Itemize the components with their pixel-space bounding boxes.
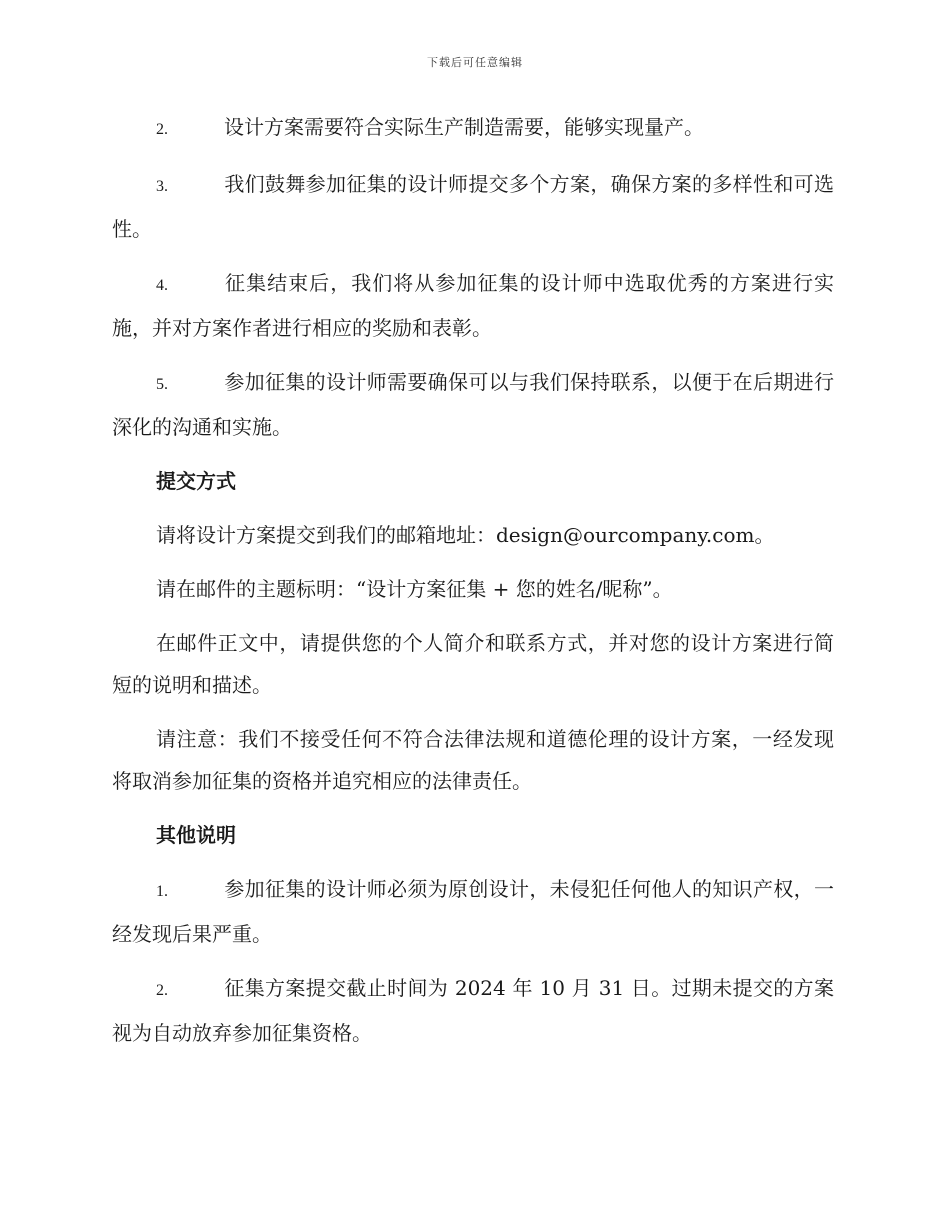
list-item — [112, 262, 834, 349]
list-item-text: 参加征集的设计师需要确保可以与我们保持联系，以便于在后期进行深化的沟通和实施。 — [112, 370, 834, 439]
list-item-text: 设计方案需要符合实际生产制造需要，能够实现量产。 — [224, 115, 704, 139]
list-item — [112, 361, 834, 448]
list-number: 2. — [156, 982, 168, 999]
list-item — [112, 106, 834, 151]
list-item-text: 征集结束后，我们将从参加征集的设计师中选取优秀的方案进行实施，并对方案作者进行相应的奖励和表彰。 — [112, 271, 834, 340]
list-number: 3. — [156, 178, 168, 195]
paragraph: 请将设计方案提交到我们的邮箱地址：design@ourcompany.com。 — [156, 523, 775, 547]
list-item — [112, 163, 834, 250]
paragraph: 在邮件正文中，请提供您的个人简介和联系方式，并对您的设计方案进行简短的说明和描述。 — [112, 631, 834, 697]
paragraph: 请注意：我们不接受任何不符合法律法规和道德伦理的设计方案，一经发现将取消参加征集的资格并追究相应的法律责任。 — [112, 727, 834, 793]
list-item — [112, 967, 834, 1054]
section-heading-submission: 提交方式 — [156, 469, 236, 493]
document-body — [112, 106, 834, 1066]
paragraph: 请在邮件的主题标明：“设计方案征集 + 您的姓名/昵称”。 — [156, 577, 673, 601]
list-item-text: 参加征集的设计师必须为原创设计，未侵犯任何他人的知识产权，一经发现后果严重。 — [112, 877, 834, 946]
list-item-text: 征集方案提交截止时间为 2024 年 10 月 31 日。过期未提交的方案视为自动放弃参加征集资格。 — [112, 976, 834, 1045]
list-number: 2. — [156, 121, 168, 138]
list-number: 4. — [156, 277, 168, 294]
list-number: 1. — [156, 883, 168, 900]
list-item — [112, 868, 834, 955]
list-item-text: 我们鼓舞参加征集的设计师提交多个方案，确保方案的多样性和可选性。 — [112, 172, 834, 241]
page-header: 下载后可任意编辑 — [427, 56, 523, 69]
section-heading-other: 其他说明 — [156, 823, 236, 847]
list-number: 5. — [156, 376, 168, 393]
